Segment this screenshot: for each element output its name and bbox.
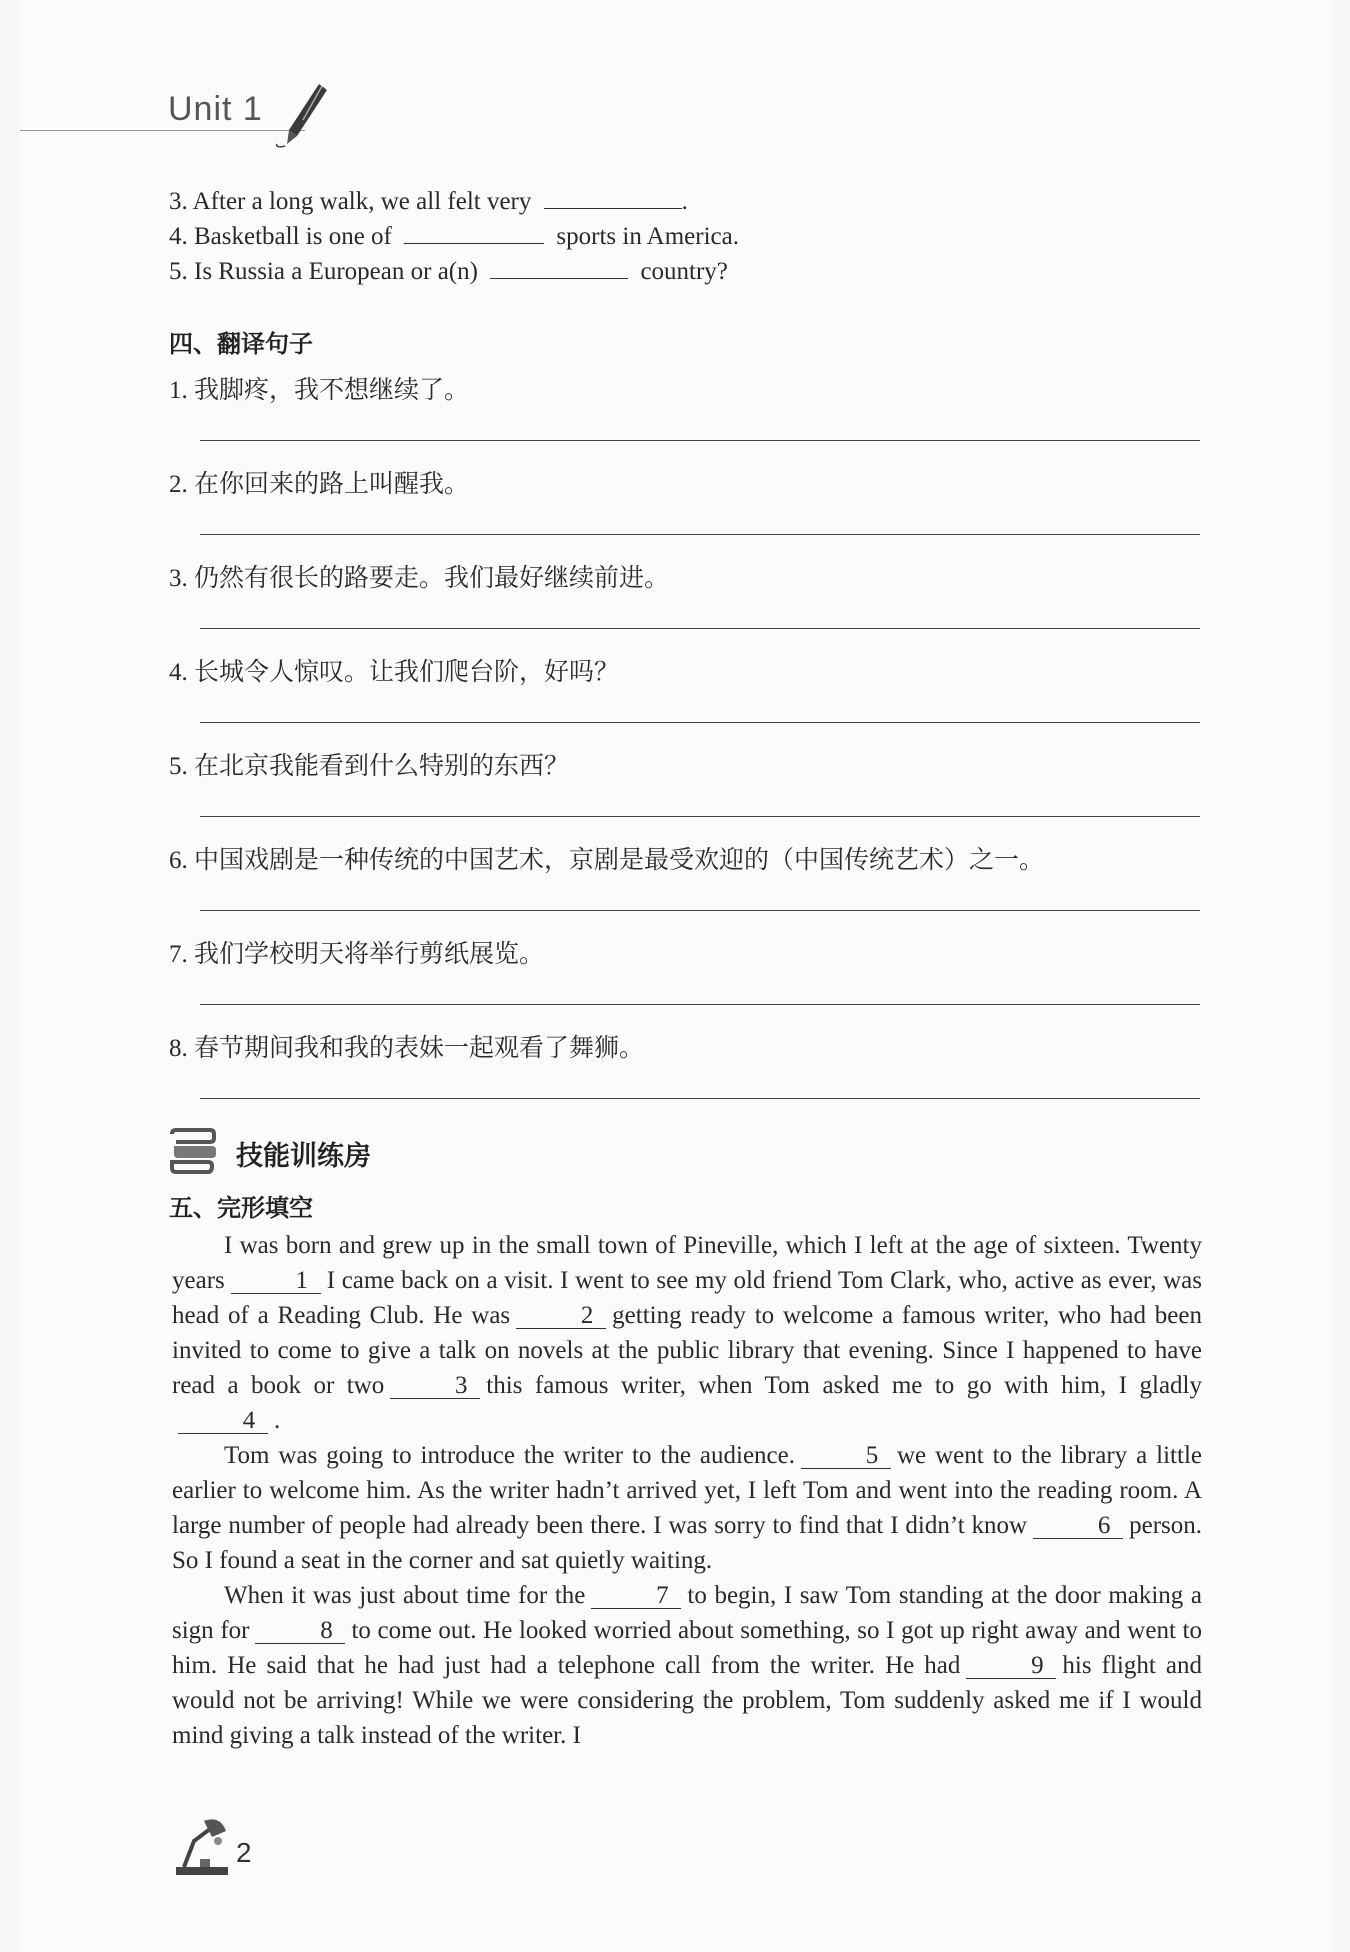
answer-line-2[interactable] bbox=[200, 534, 1200, 535]
cloze-blank[interactable]: 9 bbox=[966, 1654, 1056, 1679]
answer-line-7[interactable] bbox=[200, 1004, 1200, 1005]
translation-item-5: 5. 在北京我能看到什么特别的东西？ bbox=[169, 753, 570, 780]
fill-text: sports in America. bbox=[556, 223, 739, 250]
translation-item-1: 1. 我脚疼，我不想继续了。 bbox=[169, 377, 470, 404]
cloze-text: When it was just about time for the bbox=[224, 1582, 586, 1609]
answer-line-8[interactable] bbox=[200, 1098, 1200, 1099]
skills-title: 技能训练房 bbox=[236, 1141, 371, 1172]
fill-text: country? bbox=[640, 258, 728, 285]
cloze-blank[interactable]: 3 bbox=[390, 1374, 480, 1399]
translation-item-2: 2. 在你回来的路上叫醒我。 bbox=[169, 471, 470, 498]
translation-item-8: 8. 春节期间我和我的表妹一起观看了舞狮。 bbox=[169, 1035, 645, 1062]
cloze-blank[interactable]: 8 bbox=[255, 1619, 345, 1644]
translation-item-4: 4. 长城令人惊叹。让我们爬台阶，好吗？ bbox=[169, 659, 620, 686]
unit-title: Unit 1 bbox=[168, 90, 263, 128]
cloze-text: getting ready to welcome a famous writer, who had been invited to come to give a talk on novels at the public library that evening. Since I happened to have read a book or two bbox=[172, 1302, 1203, 1399]
cloze-text: I was born and grew up in the small town of Pineville, which I left at the age of sixteen. Twenty years bbox=[172, 1232, 1202, 1294]
book-stack-icon bbox=[168, 1128, 218, 1174]
answer-blank[interactable] bbox=[544, 182, 682, 209]
cloze-text: we went to the library a little earlier to welcome him. As the writer hadn’t arrived yet, I left Tom and went into the reading room. A large number of people had already been there. I was sorry to find that I didn’t know bbox=[172, 1442, 1202, 1539]
answer-blank[interactable] bbox=[490, 252, 628, 279]
translation-item-7: 7. 我们学校明天将举行剪纸展览。 bbox=[169, 941, 545, 968]
cloze-blank[interactable]: 4 bbox=[178, 1409, 268, 1434]
page-header bbox=[20, 80, 320, 150]
cloze-text: to come out. He looked worried about something, so I got up right away and went to him. He said that he had just had a telephone call from the writer. He had bbox=[172, 1617, 1202, 1679]
desk-lamp-icon bbox=[170, 1815, 240, 1877]
fill-item-3 bbox=[169, 182, 688, 218]
cloze-paragraph bbox=[172, 1228, 1202, 1438]
cloze-paragraph bbox=[172, 1438, 1202, 1578]
translation-item-6: 6. 中国戏剧是一种传统的中国艺术，京剧是最受欢迎的（中国传统艺术）之一。 bbox=[169, 847, 1045, 874]
fill-text: 3. After a long walk, we all felt very bbox=[169, 188, 532, 215]
cloze-blank[interactable]: 5 bbox=[801, 1444, 891, 1469]
answer-blank[interactable] bbox=[404, 217, 544, 244]
cloze-passage bbox=[172, 1228, 1202, 1753]
cloze-text: this famous writer, when Tom asked me to go with him, I gladly bbox=[486, 1372, 1202, 1399]
answer-line-1[interactable] bbox=[200, 440, 1200, 441]
fill-text: 4. Basketball is one of bbox=[169, 223, 392, 250]
cloze-blank[interactable]: 1 bbox=[231, 1269, 321, 1294]
cloze-paragraph bbox=[172, 1578, 1202, 1753]
cloze-text: his flight and would not be arriving! While we were considering the problem, Tom suddenly asked me if I would mind giving a talk instead of the writer. I bbox=[172, 1652, 1202, 1749]
cloze-text: Tom was going to introduce the writer to the audience. bbox=[224, 1442, 795, 1469]
fill-text: . bbox=[681, 188, 688, 215]
cloze-text: I came back on a visit. I went to see my old friend Tom Clark, who, active as ever, was head of a Reading Club. He was bbox=[172, 1267, 1202, 1329]
translation-title: 四、翻译句子 bbox=[169, 330, 313, 358]
answer-line-4[interactable] bbox=[200, 722, 1200, 723]
cloze-blank[interactable]: 2 bbox=[516, 1304, 606, 1329]
answer-line-3[interactable] bbox=[200, 628, 1200, 629]
answer-line-5[interactable] bbox=[200, 816, 1200, 817]
fill-item-4 bbox=[169, 217, 739, 253]
skills-banner bbox=[168, 1128, 568, 1178]
translation-item-3: 3. 仍然有很长的路要走。我们最好继续前进。 bbox=[169, 565, 670, 592]
cloze-text: . bbox=[274, 1407, 281, 1434]
cloze-text: person. So I found a seat in the corner and sat quietly waiting. bbox=[172, 1512, 1202, 1574]
cloze-title: 五、完形填空 bbox=[169, 1194, 313, 1222]
pen-icon bbox=[275, 80, 335, 150]
header-rule bbox=[20, 130, 305, 131]
fill-text: 5. Is Russia a European or a(n) bbox=[169, 258, 478, 285]
cloze-blank[interactable]: 7 bbox=[591, 1584, 681, 1609]
cloze-text: to begin, I saw Tom standing at the door making a sign for bbox=[172, 1582, 1202, 1644]
fill-item-5 bbox=[169, 252, 728, 288]
answer-line-6[interactable] bbox=[200, 910, 1200, 911]
page-number: 2 bbox=[236, 1837, 252, 1868]
page-footer bbox=[170, 1815, 320, 1885]
cloze-blank[interactable]: 6 bbox=[1033, 1514, 1123, 1539]
